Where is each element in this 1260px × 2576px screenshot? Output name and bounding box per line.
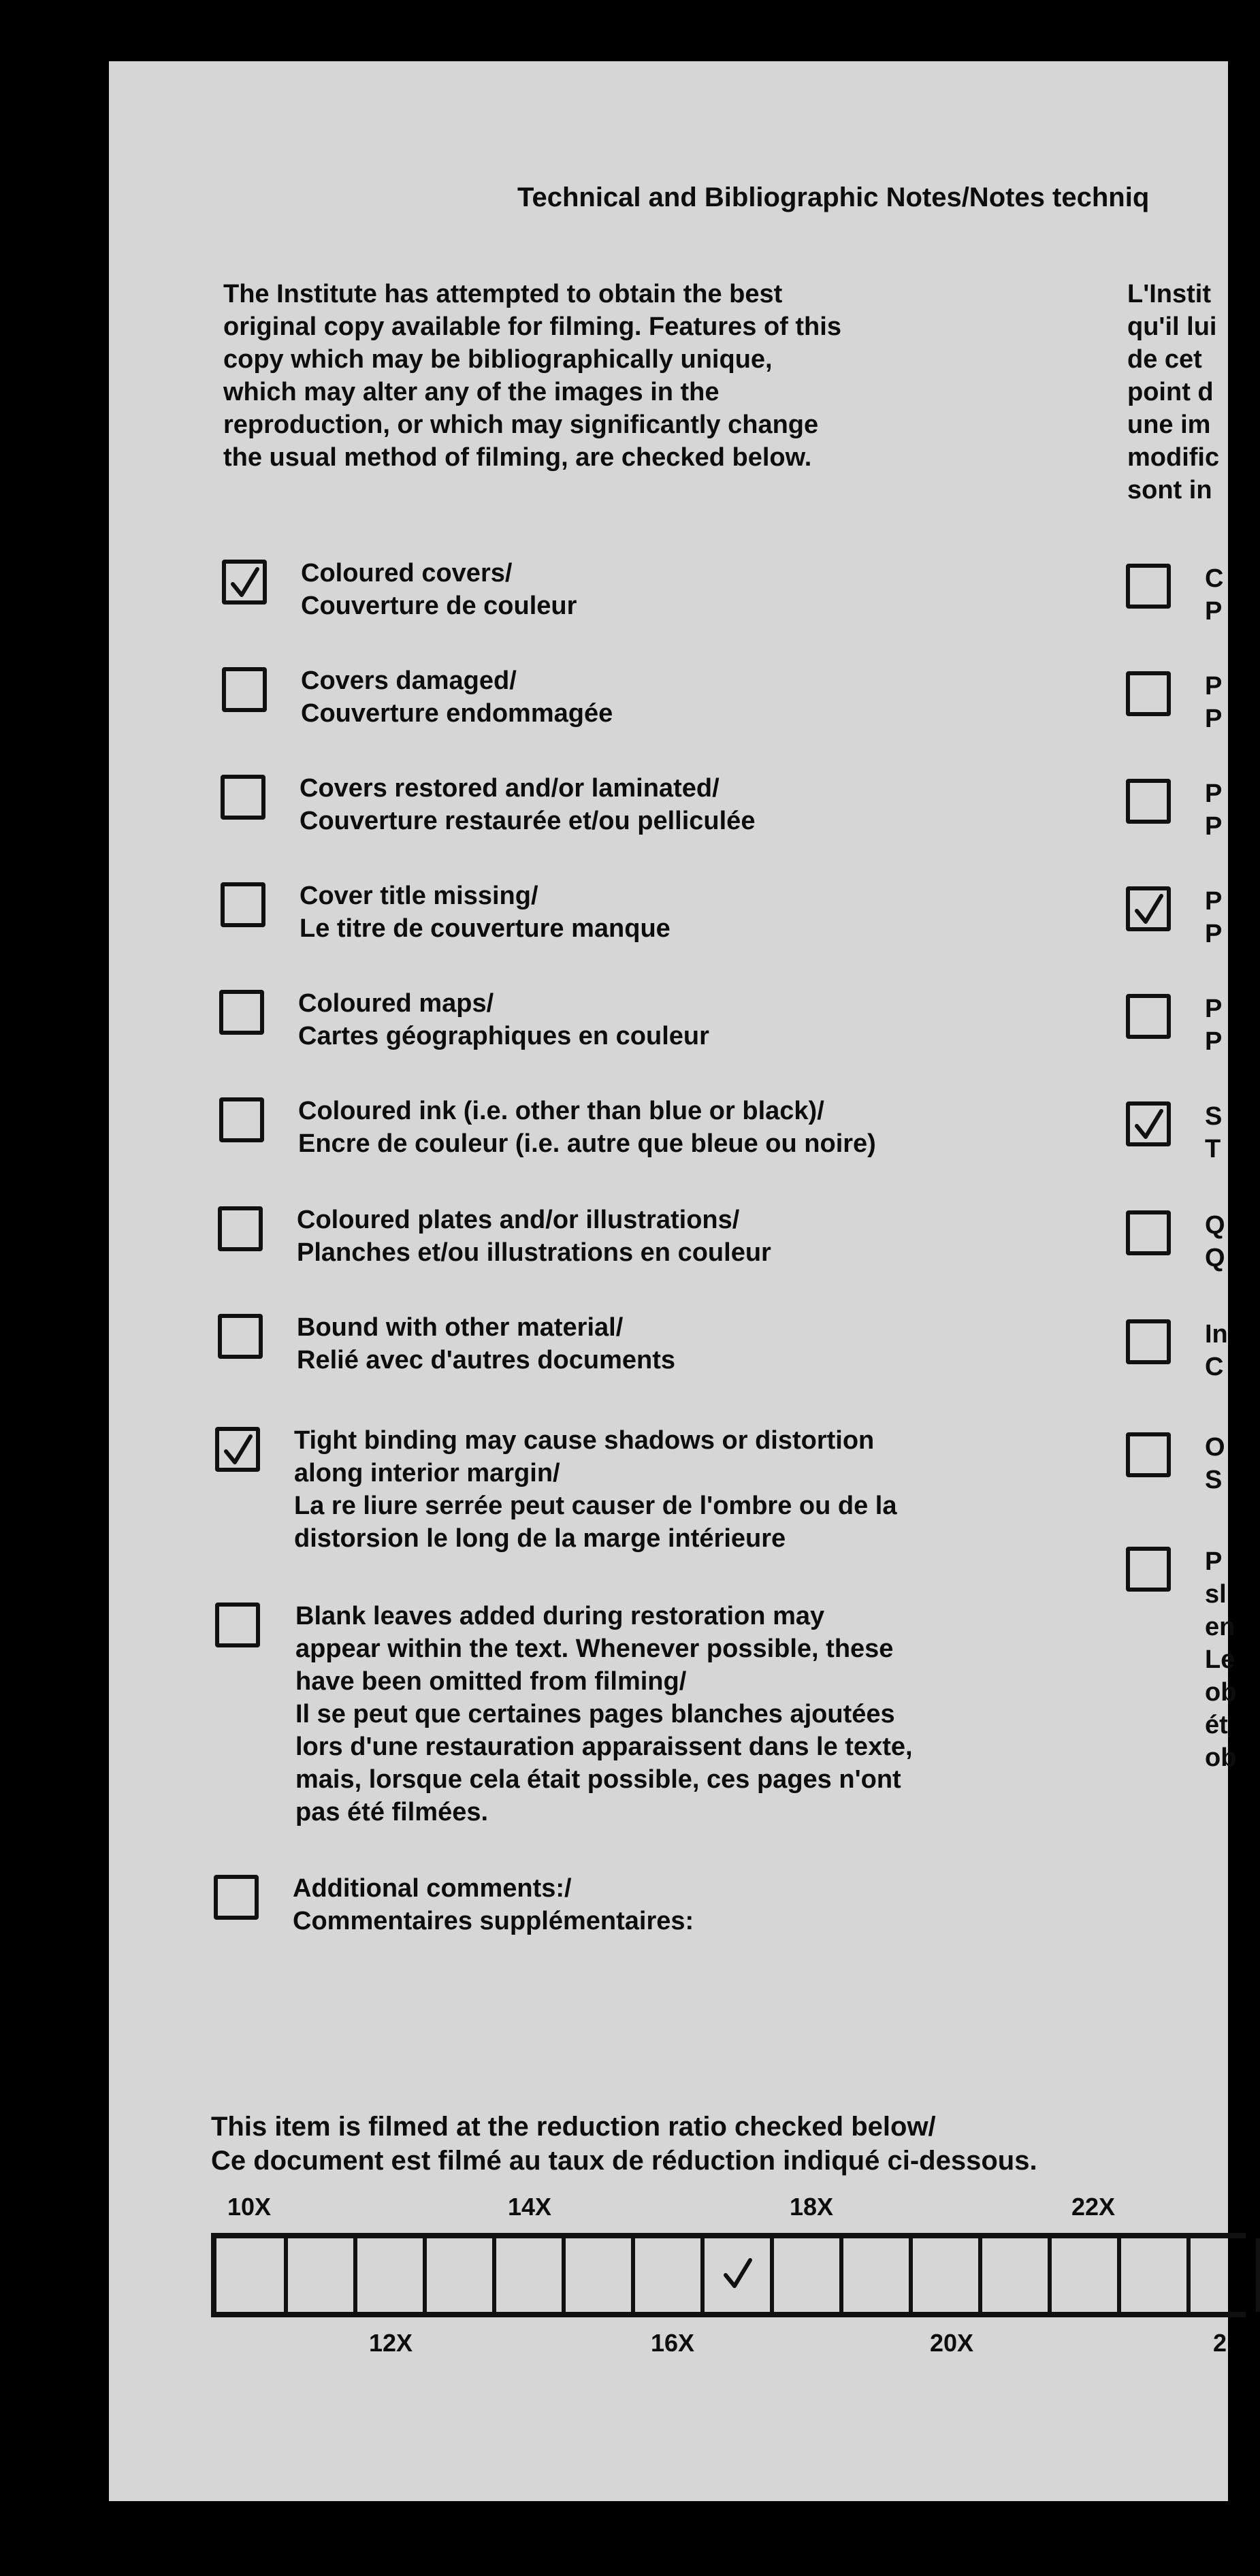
ratio-label-bottom: 2	[1213, 2329, 1227, 2357]
ratio-cell-divider	[978, 2238, 982, 2312]
page-title: Technical and Bibliographic Notes/Notes techniq	[517, 182, 1150, 212]
left-item-label: Relié avec d'autres documents	[297, 1346, 676, 1374]
left-item-label: Covers restored and/or laminated/	[300, 774, 720, 803]
right-item-label: ob	[1205, 1678, 1237, 1707]
right-checkbox-6[interactable]	[1126, 1101, 1171, 1146]
intro-fr-line: modific	[1127, 443, 1220, 472]
ratio-cell-divider	[1186, 2238, 1191, 2312]
left-item-label: Couverture restaurée et/ou pelliculée	[300, 807, 756, 835]
right-item-4-text	[1205, 885, 1222, 950]
left-checkbox-3[interactable]	[221, 775, 265, 820]
intro-fr-line: sont in	[1127, 476, 1212, 504]
right-item-8-text	[1205, 1318, 1228, 1383]
right-item-label: P	[1205, 1547, 1223, 1576]
left-item-label: mais, lorsque cela était possible, ces pages n'ont	[295, 1765, 901, 1794]
right-checkbox-1[interactable]	[1126, 564, 1171, 609]
right-item-label: Le	[1205, 1645, 1235, 1674]
right-item-6-text	[1205, 1100, 1222, 1165]
ratio-cell-divider	[492, 2238, 496, 2312]
left-checkbox-1[interactable]	[222, 560, 267, 605]
left-checkbox-11[interactable]	[214, 1875, 259, 1920]
right-item-label: P	[1205, 920, 1223, 948]
ratio-label-bottom: 12X	[369, 2329, 413, 2357]
left-item-label: have been omitted from filming/	[295, 1667, 687, 1696]
right-checkbox-5[interactable]	[1126, 994, 1171, 1039]
left-checkbox-5[interactable]	[219, 990, 264, 1035]
left-item-label: pas été filmées.	[295, 1798, 489, 1826]
right-item-label: P	[1205, 779, 1223, 808]
reduction-ratio-bar	[211, 2233, 1246, 2317]
left-item-8-text	[297, 1311, 675, 1376]
right-item-label: O	[1205, 1433, 1225, 1462]
left-item-1-text	[301, 557, 577, 622]
left-checkbox-4[interactable]	[221, 882, 265, 927]
ratio-cell-divider	[1117, 2238, 1121, 2312]
left-item-label: Additional comments:/	[293, 1874, 572, 1903]
right-item-label: C	[1205, 564, 1224, 593]
right-item-3-text	[1205, 777, 1222, 843]
left-item-label: Blank leaves added during restoration may	[295, 1602, 825, 1630]
intro-fr-line: qu'il lui	[1127, 312, 1217, 341]
intro-en-line: copy which may be bibliographically unique,	[223, 345, 773, 374]
right-item-label: T	[1205, 1135, 1221, 1163]
right-checkbox-8[interactable]	[1126, 1319, 1171, 1364]
ratio-cell-divider	[700, 2238, 705, 2312]
left-item-label: Coloured plates and/or illustrations/	[297, 1206, 740, 1234]
right-item-10-text	[1205, 1545, 1236, 1774]
ratio-cell-divider	[909, 2238, 913, 2312]
right-item-9-text	[1205, 1431, 1225, 1496]
ratio-label-top: 10X	[227, 2193, 272, 2221]
intro-en-line: original copy available for filming. Features of this	[223, 312, 841, 341]
right-item-label: ét	[1205, 1711, 1228, 1739]
right-item-label: P	[1205, 1027, 1223, 1056]
right-item-label: P	[1205, 597, 1223, 626]
right-item-7-text	[1205, 1209, 1225, 1274]
right-item-label: P	[1205, 705, 1223, 733]
left-item-3-text	[300, 772, 755, 837]
intro-english	[223, 278, 841, 474]
right-checkbox-3[interactable]	[1126, 779, 1171, 824]
intro-fr-line: une im	[1127, 410, 1211, 439]
ratio-label-top: 18X	[790, 2193, 834, 2221]
right-item-label: P	[1205, 812, 1223, 841]
right-item-label: en	[1205, 1613, 1235, 1641]
ratio-label-bottom: 20X	[930, 2329, 974, 2357]
left-item-6-text	[298, 1095, 876, 1160]
ratio-label-bottom: 16X	[651, 2329, 695, 2357]
right-item-label: Q	[1205, 1211, 1225, 1240]
ratio-cell-divider	[353, 2238, 357, 2312]
right-item-label: In	[1205, 1320, 1228, 1349]
left-item-label: along interior margin/	[294, 1459, 560, 1487]
intro-en-line: reproduction, or which may significantly change	[223, 410, 819, 439]
right-item-label: P	[1205, 672, 1223, 701]
left-item-label: Le titre de couverture manque	[300, 914, 671, 943]
right-checkbox-10[interactable]	[1126, 1547, 1171, 1592]
left-item-10-text	[295, 1600, 913, 1829]
ratio-cell-divider	[1256, 2238, 1260, 2312]
ratio-cell-divider	[1048, 2238, 1052, 2312]
left-item-label: Il se peut que certaines pages blanches ajoutées	[295, 1700, 895, 1728]
right-item-label: Q	[1205, 1244, 1225, 1272]
left-item-label: Commentaires supplémentaires:	[293, 1907, 694, 1935]
right-item-label: P	[1205, 887, 1223, 916]
left-item-label: Coloured covers/	[301, 559, 513, 587]
ratio-label-top: 22X	[1071, 2193, 1116, 2221]
intro-fr-line: de cet	[1127, 345, 1202, 374]
left-item-label: Covers damaged/	[301, 666, 517, 695]
ratio-cell-divider	[423, 2238, 427, 2312]
left-checkbox-7[interactable]	[218, 1206, 263, 1251]
right-item-label: S	[1205, 1102, 1223, 1131]
left-item-label: Coloured maps/	[298, 989, 494, 1018]
intro-french	[1127, 278, 1219, 506]
left-checkbox-2[interactable]	[222, 667, 267, 712]
intro-fr-line: point d	[1127, 378, 1214, 406]
left-checkbox-8[interactable]	[218, 1314, 263, 1359]
ratio-cell-divider	[839, 2238, 843, 2312]
left-checkbox-10[interactable]	[215, 1603, 260, 1647]
ratio-cell-divider	[631, 2238, 635, 2312]
ratio-cell-divider	[562, 2238, 566, 2312]
left-item-label: appear within the text. Whenever possible, these	[295, 1635, 894, 1663]
left-item-label: La re liure serrée peut causer de l'ombre ou de la	[294, 1492, 897, 1520]
left-item-label: Couverture de couleur	[301, 592, 577, 620]
left-item-label: Encre de couleur (i.e. autre que bleue ou noire)	[298, 1129, 876, 1158]
reduction-line-1: This item is filmed at the reduction ratio checked below/	[211, 2112, 936, 2142]
left-item-11-text	[293, 1872, 694, 1937]
right-checkbox-2[interactable]	[1126, 671, 1171, 716]
left-item-label: Couverture endommagée	[301, 699, 613, 728]
left-item-7-text	[297, 1204, 771, 1269]
ratio-label-top: 14X	[508, 2193, 552, 2221]
right-item-label: sl	[1205, 1580, 1227, 1609]
intro-en-line: which may alter any of the images in the	[223, 378, 720, 406]
right-item-label: P	[1205, 995, 1223, 1023]
left-checkbox-6[interactable]	[219, 1097, 264, 1142]
right-item-5-text	[1205, 993, 1222, 1058]
right-checkbox-7[interactable]	[1126, 1210, 1171, 1255]
left-item-label: Tight binding may cause shadows or distortion	[294, 1426, 875, 1455]
reduction-line-2: Ce document est filmé au taux de réduction indiqué ci-dessous.	[211, 2146, 1037, 2176]
left-item-label: Coloured ink (i.e. other than blue or black)/	[298, 1097, 824, 1125]
left-item-label: Planches et/ou illustrations en couleur	[297, 1238, 771, 1267]
ratio-check-mark	[723, 2257, 753, 2290]
ratio-cell-divider	[770, 2238, 774, 2312]
right-item-1-text	[1205, 562, 1223, 628]
left-item-4-text	[300, 880, 671, 945]
ratio-cell-divider	[284, 2238, 288, 2312]
right-item-2-text	[1205, 670, 1222, 735]
left-item-label: lors d'une restauration apparaissent dans le texte,	[295, 1733, 913, 1761]
right-checkbox-4[interactable]	[1126, 886, 1171, 931]
left-checkbox-9[interactable]	[215, 1427, 260, 1472]
left-item-label: distorsion le long de la marge intérieure	[294, 1524, 786, 1553]
left-item-2-text	[301, 664, 613, 730]
right-checkbox-9[interactable]	[1126, 1432, 1171, 1477]
left-item-9-text	[294, 1424, 897, 1555]
left-item-label: Cartes géographiques en couleur	[298, 1022, 709, 1050]
intro-en-line: The Institute has attempted to obtain the best	[223, 280, 783, 308]
intro-fr-line: L'Instit	[1127, 280, 1212, 308]
right-item-label: C	[1205, 1353, 1224, 1381]
left-item-label: Cover title missing/	[300, 882, 538, 910]
left-item-label: Bound with other material/	[297, 1313, 624, 1342]
right-item-label: S	[1205, 1466, 1223, 1494]
left-item-5-text	[298, 987, 709, 1052]
right-item-label: ob	[1205, 1743, 1237, 1772]
intro-en-line: the usual method of filming, are checked below.	[223, 443, 812, 472]
